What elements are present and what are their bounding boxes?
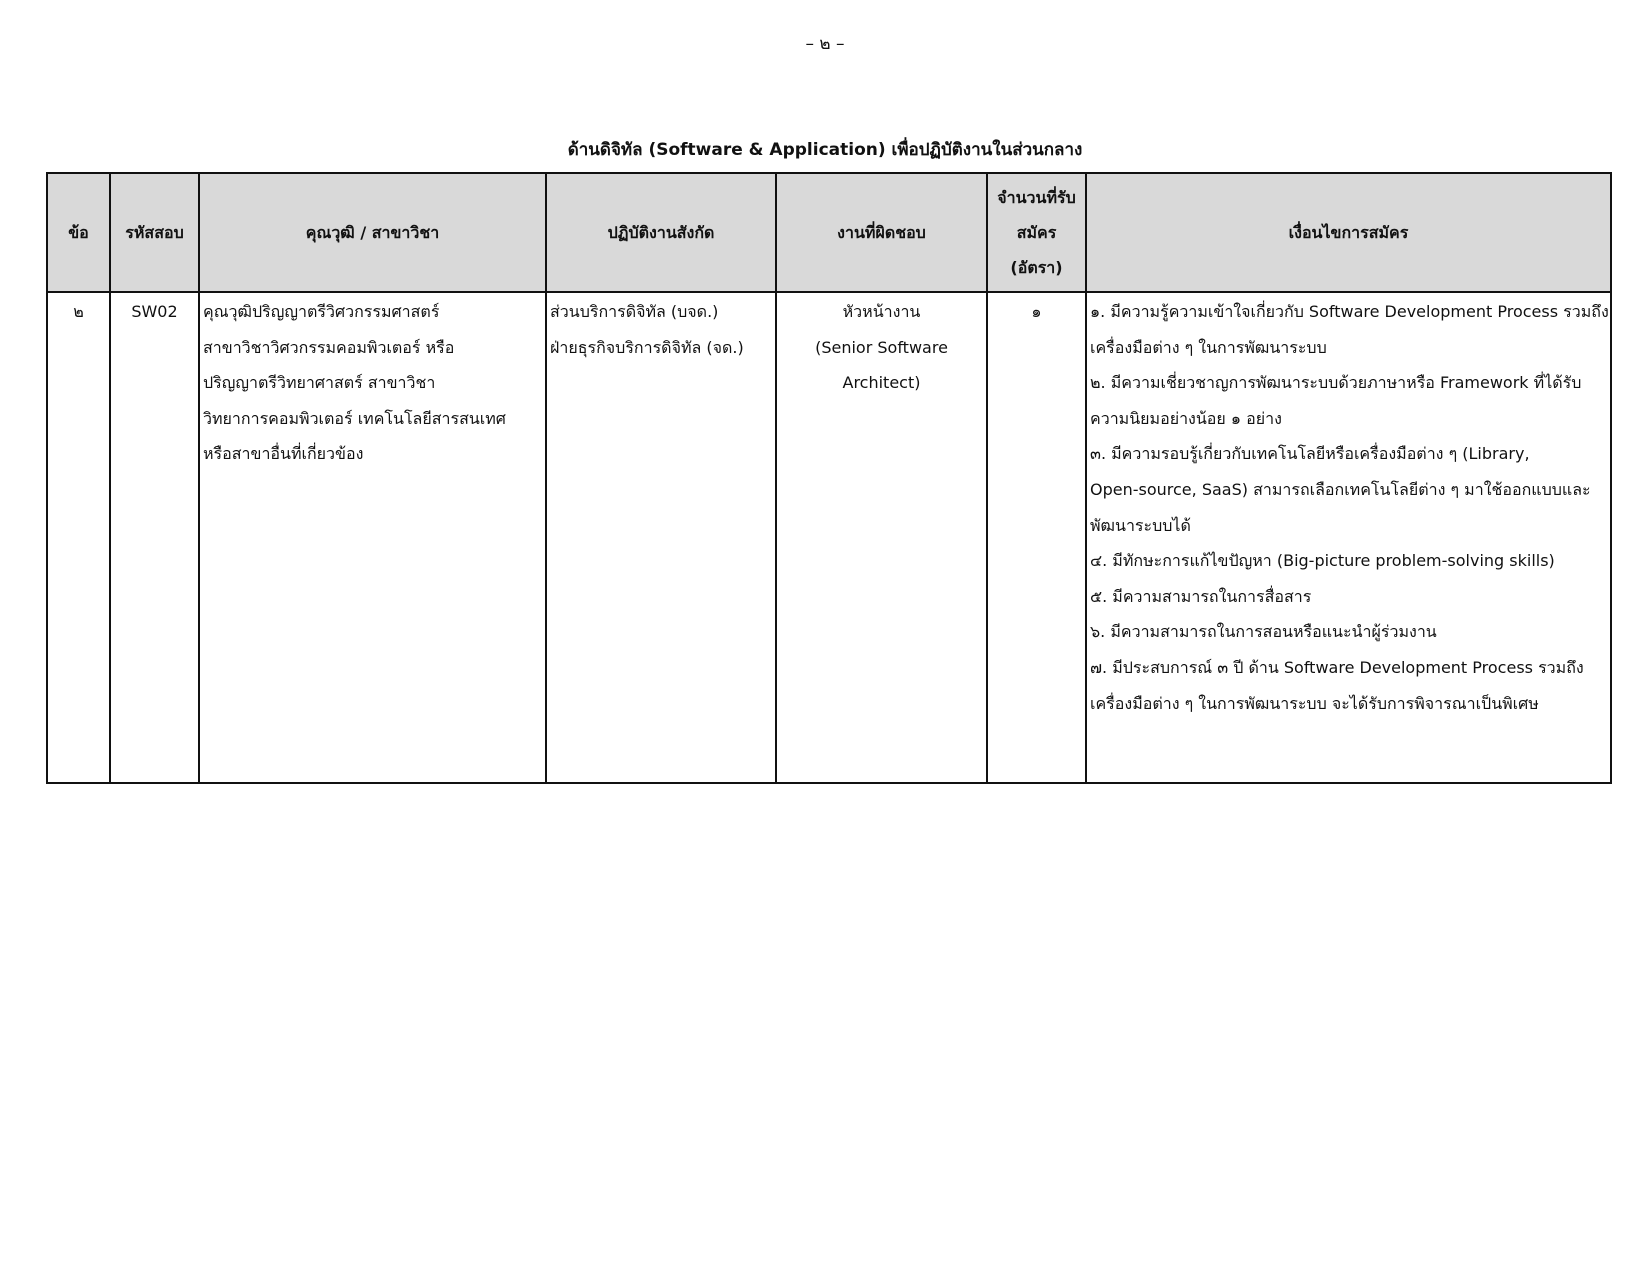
requirements-table (46, 172, 1612, 784)
header-positions-line: สมัคร (1016, 223, 1057, 242)
cell-qualification (199, 292, 546, 783)
header-no: ข้อ (47, 173, 110, 292)
condition-line: พัฒนาระบบได้ (1090, 515, 1191, 535)
condition-line: ๕. มีความสามารถในการสื่อสาร (1090, 586, 1312, 606)
condition-line: ๖. มีความสามารถในการสอนหรือแนะนำผู้ร่วมงาน (1090, 622, 1437, 642)
condition-line: ๔. มีทักษะการแก้ไขปัญหา (Big-picture problem-solving skills) (1090, 551, 1555, 571)
condition-line: ๑. มีความรู้ความเข้าใจเกี่ยวกับ Software Development Process รวมถึง (1090, 302, 1609, 321)
condition-line: เครื่องมือต่าง ๆ ในการพัฒนาระบบ จะได้รับการพิจารณาเป็นพิเศษ (1090, 693, 1539, 713)
condition-line: ๓. มีความรอบรู้เกี่ยวกับเทคโนโลยีหรือเครื่องมือต่าง ๆ (Library, (1090, 444, 1530, 464)
header-qualification: คุณวุฒิ / สาขาวิชา (199, 173, 546, 292)
table-title: ด้านดิจิทัล (Software & Application) เพื่อปฏิบัติงานในส่วนกลาง (567, 140, 1083, 160)
qualification-line: วิทยาการคอมพิวเตอร์ เทคโนโลยีสารสนเทศ (203, 408, 506, 428)
responsibility-line: Architect) (842, 373, 921, 393)
qualification-line: สาขาวิชาวิศวกรรมคอมพิวเตอร์ หรือ (203, 337, 455, 357)
header-positions (987, 173, 1086, 292)
cell-positions: ๑ (987, 292, 1086, 783)
page-number: – ๒ – (805, 34, 845, 54)
condition-line: เครื่องมือต่าง ๆ ในการพัฒนาระบบ (1090, 337, 1327, 357)
table-row (47, 292, 1611, 783)
header-department: ปฏิบัติงานสังกัด (546, 173, 776, 292)
department-line: ส่วนบริการดิจิทัล (บจด.) (550, 302, 719, 321)
header-code: รหัสสอบ (110, 173, 199, 292)
cell-department (546, 292, 776, 783)
cell-no: ๒ (47, 292, 110, 783)
responsibility-line: (Senior Software (815, 337, 948, 357)
condition-line: Open-source, SaaS) สามารถเลือกเทคโนโลยีต่าง ๆ มาใช้ออกแบบและ (1090, 479, 1591, 499)
qualification-line: หรือสาขาอื่นที่เกี่ยวข้อง (203, 444, 364, 464)
condition-line: ความนิยมอย่างน้อย ๑ อย่าง (1090, 408, 1282, 428)
qualification-line: คุณวุฒิปริญญาตรีวิศวกรรมศาสตร์ (203, 302, 440, 321)
responsibility-line: หัวหน้างาน (842, 302, 921, 321)
header-responsibility: งานที่ผิดชอบ (776, 173, 987, 292)
cell-conditions (1086, 292, 1611, 783)
qualification-line: ปริญญาตรีวิทยาศาสตร์ สาขาวิชา (203, 373, 436, 393)
header-positions-line: (อัตรา) (1010, 258, 1063, 277)
cell-code: SW02 (110, 292, 199, 783)
department-line: ฝ่ายธุรกิจบริการดิจิทัล (จด.) (550, 337, 744, 357)
condition-line: ๗. มีประสบการณ์ ๓ ปี ด้าน Software Development Process รวมถึง (1090, 657, 1584, 677)
cell-responsibility (776, 292, 987, 783)
condition-line: ๒. มีความเชี่ยวชาญการพัฒนาระบบด้วยภาษาหรือ Framework ที่ได้รับ (1090, 373, 1582, 393)
header-positions-line: จำนวนที่รับ (997, 188, 1076, 207)
header-conditions: เงื่อนไขการสมัคร (1086, 173, 1611, 292)
table-header-row (47, 173, 1611, 292)
